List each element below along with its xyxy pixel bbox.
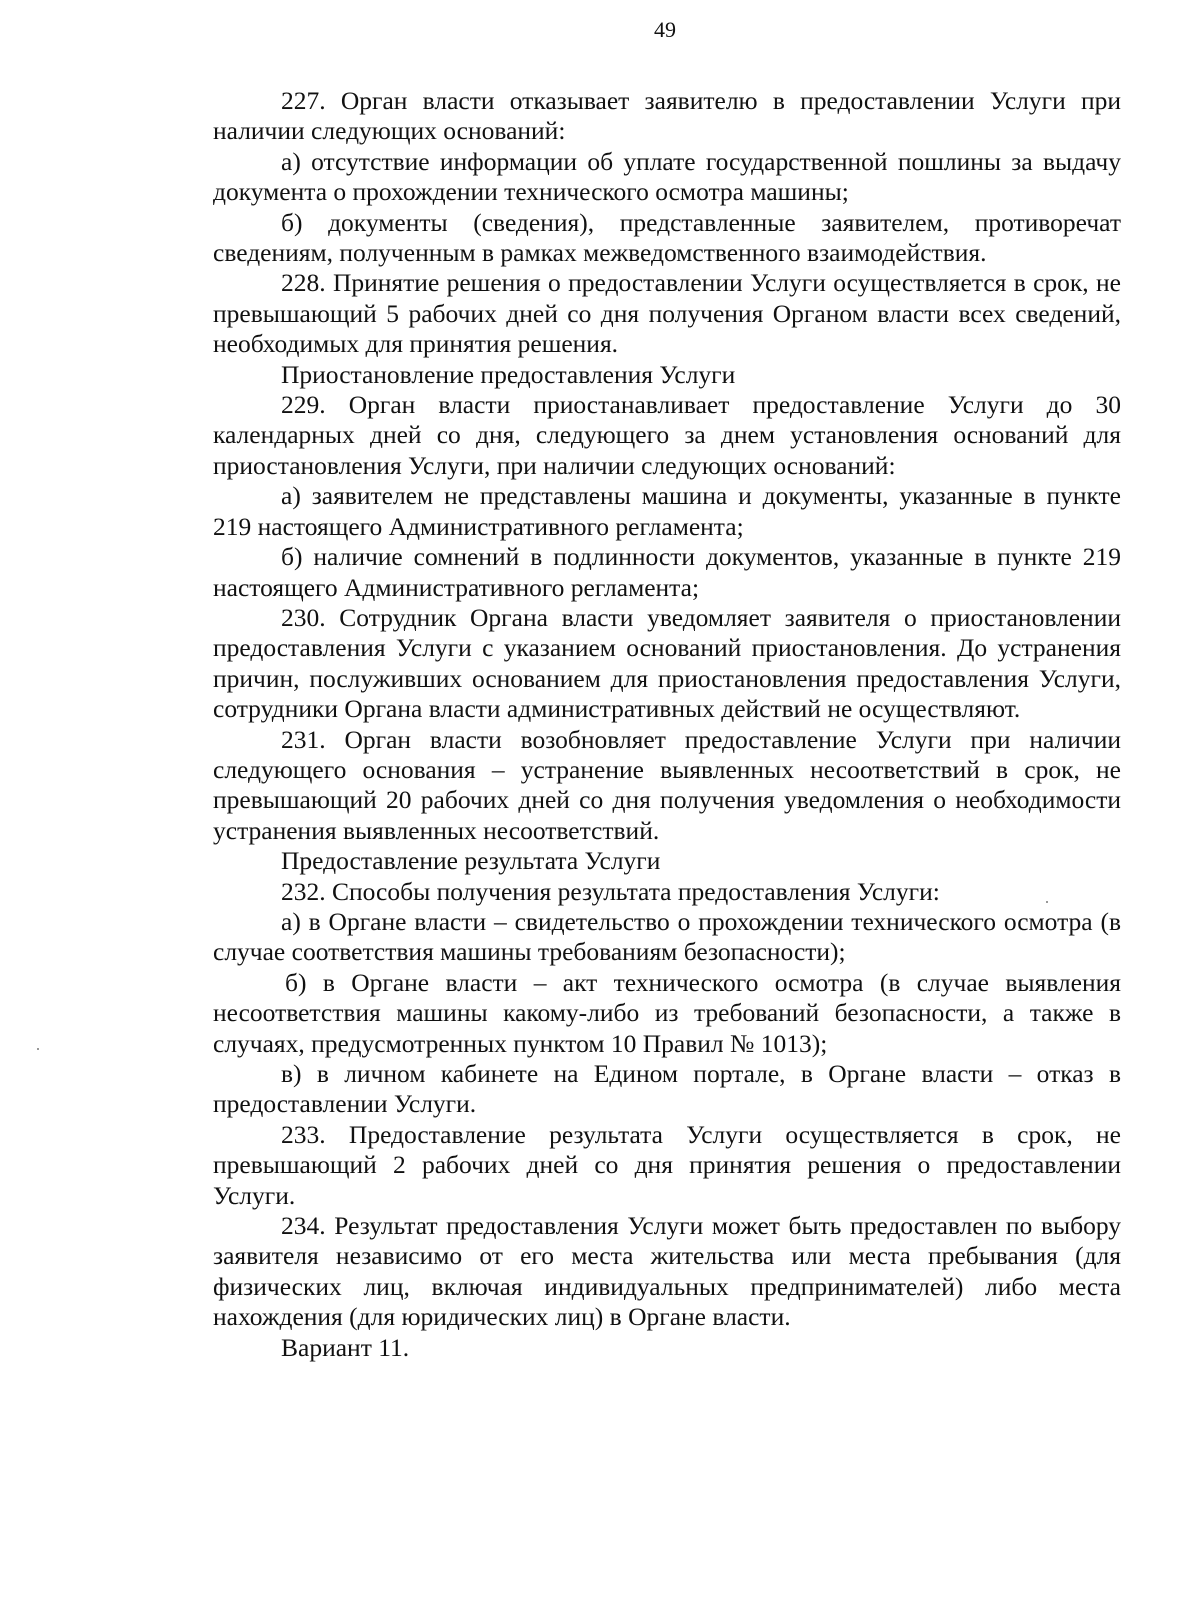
paragraph-232-v: в) в личном кабинете на Едином портале, в Органе власти – отказ в предоставлении Услуги.: [213, 1059, 1121, 1119]
section-heading-result: Предоставление результата Услуги: [281, 846, 661, 876]
document-body: [213, 86, 1121, 1363]
paragraph-232-b: б) в Органе власти – акт технического осмотра (в случае выявления несоответствия машины какому-либо из требований безопасности, а также в случаях, предусмотренных пунктом 10 Правил № 1013);: [213, 967, 1121, 1058]
paragraph-231: 231. Орган власти возобновляет предоставление Услуги при наличии следующего основания – устранение выявленных несоответствий в срок, не превышающий 20 рабочих дней со дня получения уведомления о необходимости устранения выявленных несоответствий.: [213, 724, 1121, 845]
paragraph-229: 229. Орган власти приостанавливает предоставление Услуги до 30 календарных дней со дня, следующего за днем установления оснований для приостановления Услуги, при наличии следующих оснований:: [213, 390, 1121, 480]
paragraph-232-a: а) в Органе власти – свидетельство о прохождении технического осмотра (в случае соответствия машины требованиям безопасности);: [213, 906, 1121, 967]
scan-speck: [37, 1048, 39, 1050]
paragraph-227-a: а) отсутствие информации об уплате государственной пошлины за выдачу документа о прохождении технического осмотра машины;: [213, 146, 1121, 207]
paragraph-229-a: а) заявителем не представлены машина и документы, указанные в пункте 219 настоящего Административного регламента;: [213, 481, 1121, 541]
paragraph-234: 234. Результат предоставления Услуги может быть предоставлен по выбору заявителя независимо от его места жительства или места пребывания (для физических лиц, включая индивидуальных предпринимателей) либо места нахождения (для юридических лиц) в Органе власти.: [213, 1211, 1121, 1332]
paragraph-232: 232. Способы получения результата предоставления Услуги:: [281, 876, 940, 906]
page-number: 49: [654, 17, 676, 42]
paragraph-227: 227. Орган власти отказывает заявителю в предоставлении Услуги при наличии следующих оснований:: [213, 86, 1121, 146]
paragraph-227-b: б) документы (сведения), представленные заявителем, противоречат сведениям, полученным в рамках межведомственного взаимодействия.: [213, 207, 1121, 268]
variant-heading: Вариант 11.: [281, 1332, 410, 1362]
paragraph-233: 233. Предоставление результата Услуги осуществляется в срок, не превышающий 2 рабочих дней со дня принятия решения о предоставлении Услуги.: [213, 1119, 1121, 1210]
section-heading-suspension: Приостановление предоставления Услуги: [281, 359, 736, 389]
scan-speck: [1046, 901, 1048, 903]
paragraph-229-b: б) наличие сомнений в подлинности документов, указанные в пункте 219 настоящего Административного регламента;: [213, 542, 1121, 602]
paragraph-228: 228. Принятие решения о предоставлении Услуги осуществляется в срок, не превышающий 5 рабочих дней со дня получения Органом власти всех сведений, необходимых для принятия решения.: [213, 268, 1121, 359]
paragraph-230: 230. Сотрудник Органа власти уведомляет заявителя о приостановлении предоставления Услуги с указанием оснований приостановления. До устранения причин, послуживших основанием для приостановления предоставления Услуги, сотрудники Органа власти административных действий не осуществляют.: [213, 602, 1121, 724]
